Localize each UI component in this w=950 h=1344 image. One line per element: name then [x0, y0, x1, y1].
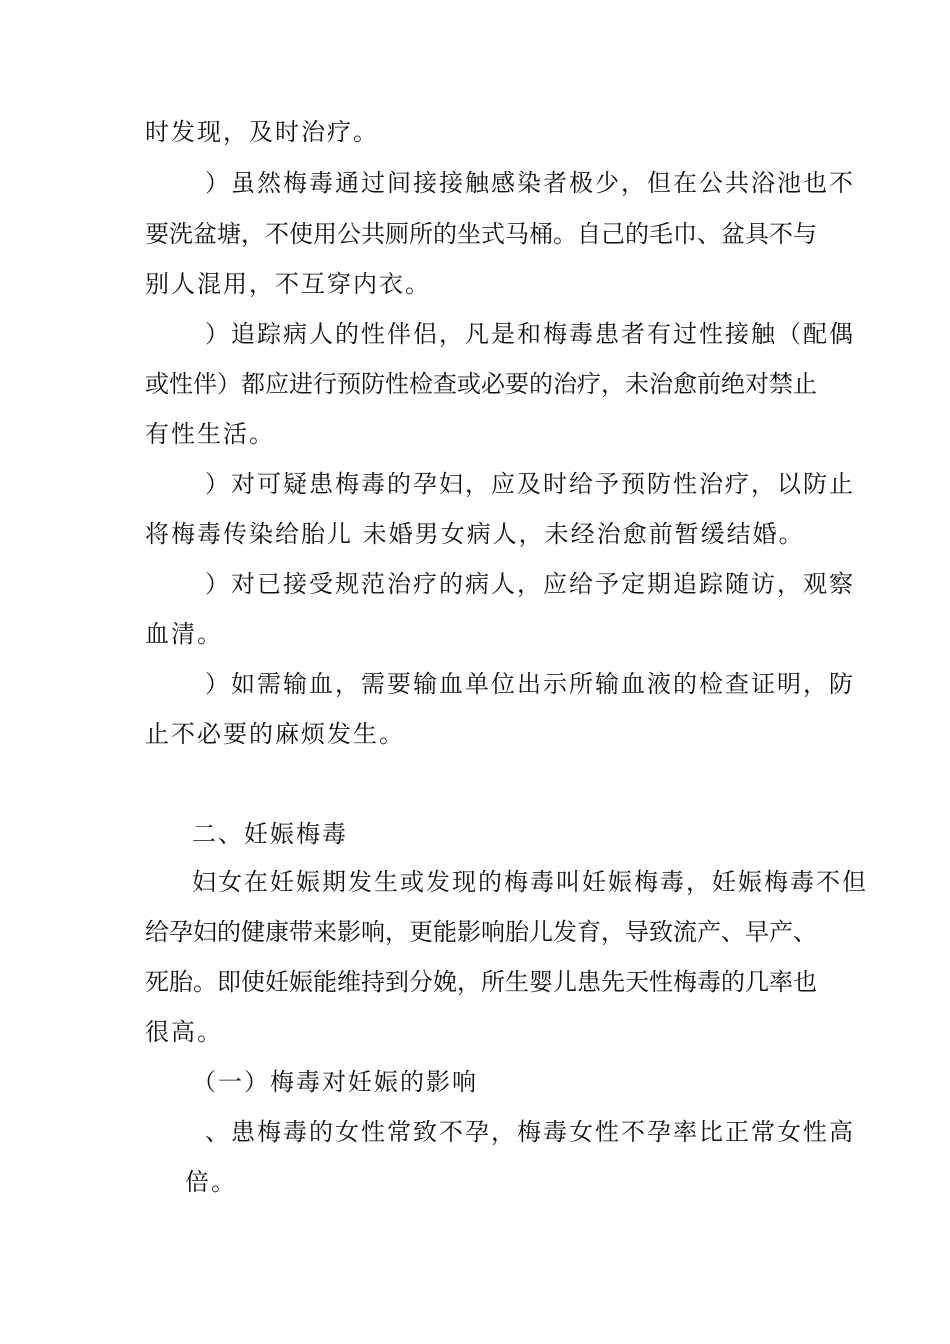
subsection-heading: （一）梅毒对妊娠的影响 [192, 1068, 478, 1096]
text-line: 妇女在妊娠期发生或发现的梅毒叫妊娠梅毒，妊娠梅毒不但 [192, 868, 868, 896]
text-line: ）追踪病人的性伴侣，凡是和梅毒患者有过性接触（配偶 [205, 320, 855, 348]
text-line: 给 孕 妇 的 健 康 带 来 影 响 ， 更 能 影 响 胎 儿 发 育 ， 导 致 流 产 、 早 产 、 [145, 918, 817, 946]
text-line: 倍。 [185, 1168, 237, 1196]
text-line: 将梅毒传染给胎儿 未婚男女病人，未经治愈前暂缓结婚。 [145, 520, 805, 548]
text-line: 血清。 [145, 620, 223, 648]
text-line: 很高。 [145, 1018, 223, 1046]
text-line: 或 性 伴 ） 都 应 进 行 预 防 性 检 查 或 必 要 的 治 疗 ， 未 治 愈 前 绝 对 禁 止 [145, 370, 817, 398]
text-line: 、患梅毒的女性常致不孕，梅毒女性不孕率比正常女性高 [205, 1118, 855, 1146]
text-line: ）对已接受规范治疗的病人，应给予定期追踪随访，观察 [205, 570, 855, 598]
section-heading: 二、妊娠梅毒 [192, 820, 348, 848]
text-line: ）如需输血，需要输血单位出示所输血液的检查证明，防 [205, 670, 855, 698]
text-line: 有性生活。 [145, 420, 275, 448]
text-line: ）对可疑患梅毒的孕妇，应及时给予预防性治疗，以防止 [205, 470, 855, 498]
text-line: ）虽然梅毒通过间接接触感染者极少，但在公共浴池也不 [205, 169, 855, 197]
text-line: 死 胎 。 即 使 妊 娠 能 维 持 到 分 娩 ， 所 生 婴 儿 患 先 天 性 梅 毒 的 几 率 也 [145, 968, 817, 996]
text-line: 时发现，及时治疗。 [145, 118, 379, 146]
text-line: 要 洗 盆 塘 ， 不 使 用 公 共 厕 所 的 坐 式 马 桶 。 自 己 的 毛 巾 、 盆 具 不 与 [145, 220, 817, 248]
text-line: 别人混用，不互穿内衣。 [145, 270, 431, 298]
text-line: 止不必要的麻烦发生。 [145, 720, 405, 748]
